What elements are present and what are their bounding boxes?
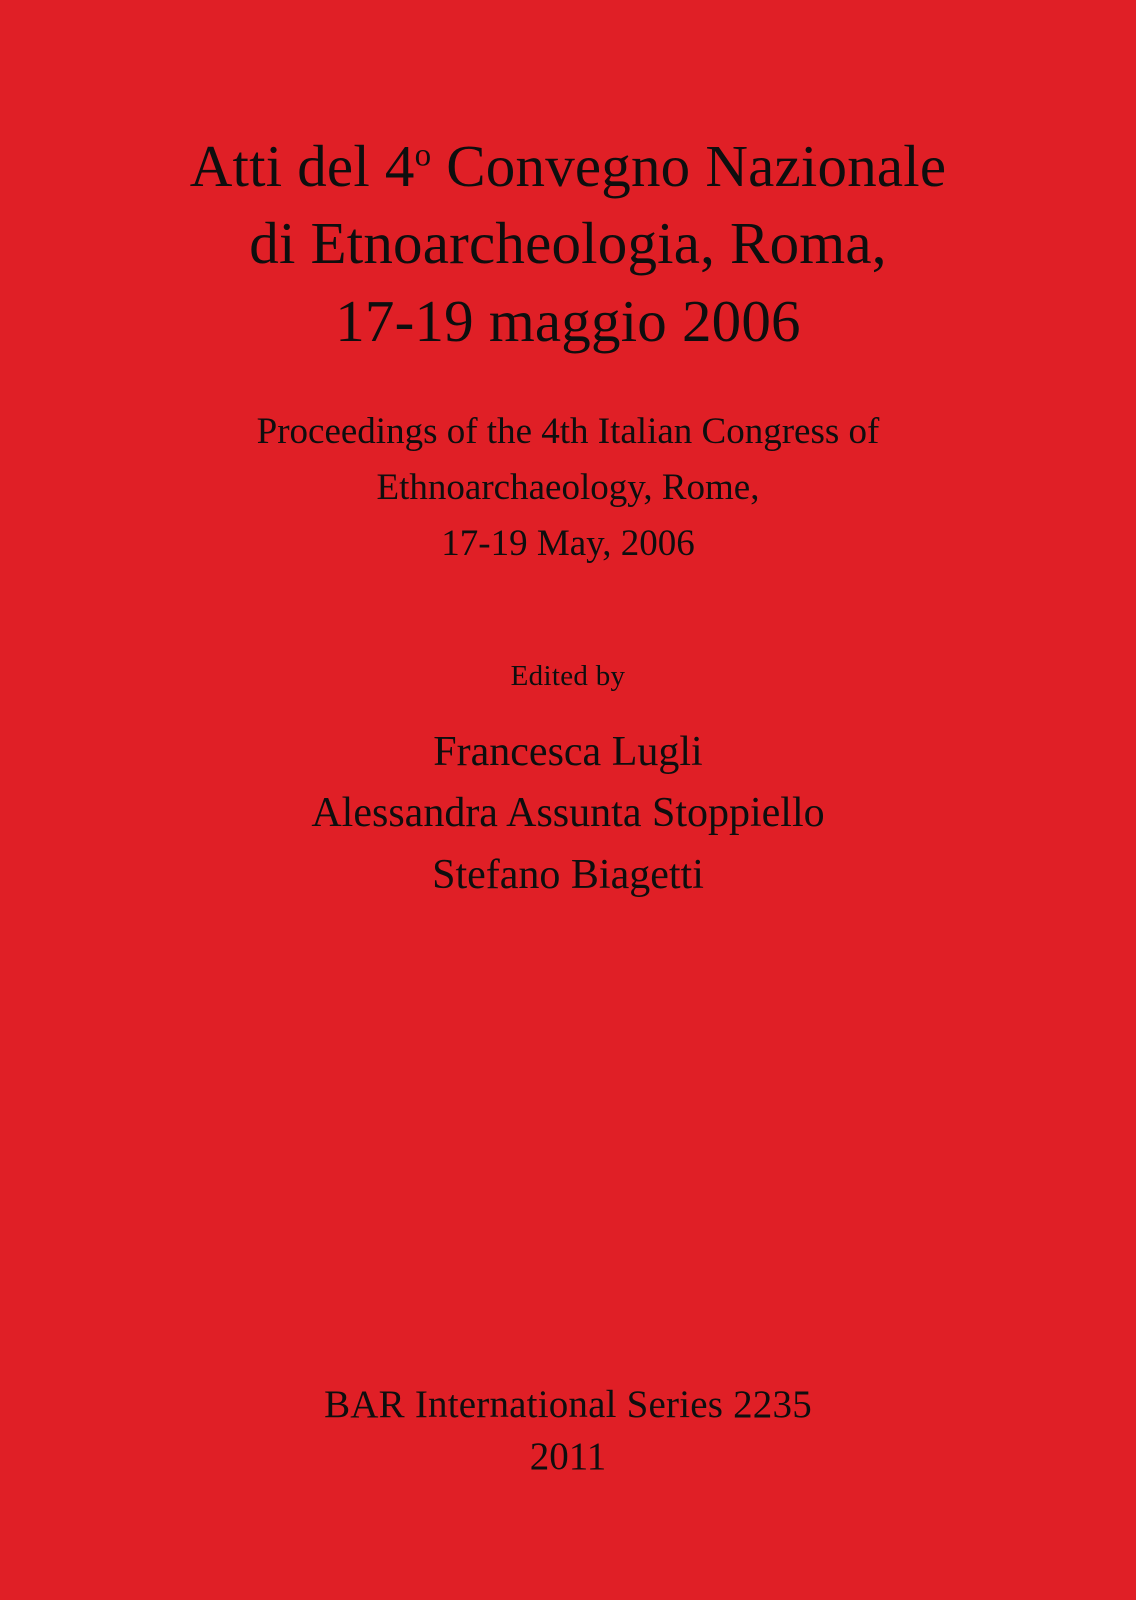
subtitle-line-1: Proceedings of the 4th Italian Congress of (256, 410, 880, 452)
series-info (0, 1379, 1136, 1482)
editor-name: Stefano Biagetti (432, 852, 704, 899)
title-line-3: 17-19 maggio 2006 (335, 287, 801, 354)
publication-year: 2011 (529, 1434, 607, 1478)
editor-name: Alessandra Assunta Stoppiello (311, 790, 825, 837)
title-line-1-post: Convegno Nazionale (431, 133, 947, 199)
ordinal-superscript: o (414, 137, 432, 174)
page-title (118, 128, 1018, 360)
title-line-1-pre: Atti del 4 (189, 133, 415, 199)
title-line-2: di Etnoarcheologia, Roma, (249, 210, 887, 277)
subtitle-line-2: Ethnoarchaeology, Rome, (376, 467, 760, 509)
title-line-1 (118, 128, 1018, 205)
editor-name: Francesca Lugli (433, 728, 703, 775)
edited-by-label: Edited by (510, 659, 626, 692)
series-title: BAR International Series 2235 (324, 1383, 812, 1427)
page-subtitle (118, 404, 1018, 573)
editor-list (98, 722, 1038, 907)
subtitle-line-3: 17-19 May, 2006 (441, 523, 695, 565)
